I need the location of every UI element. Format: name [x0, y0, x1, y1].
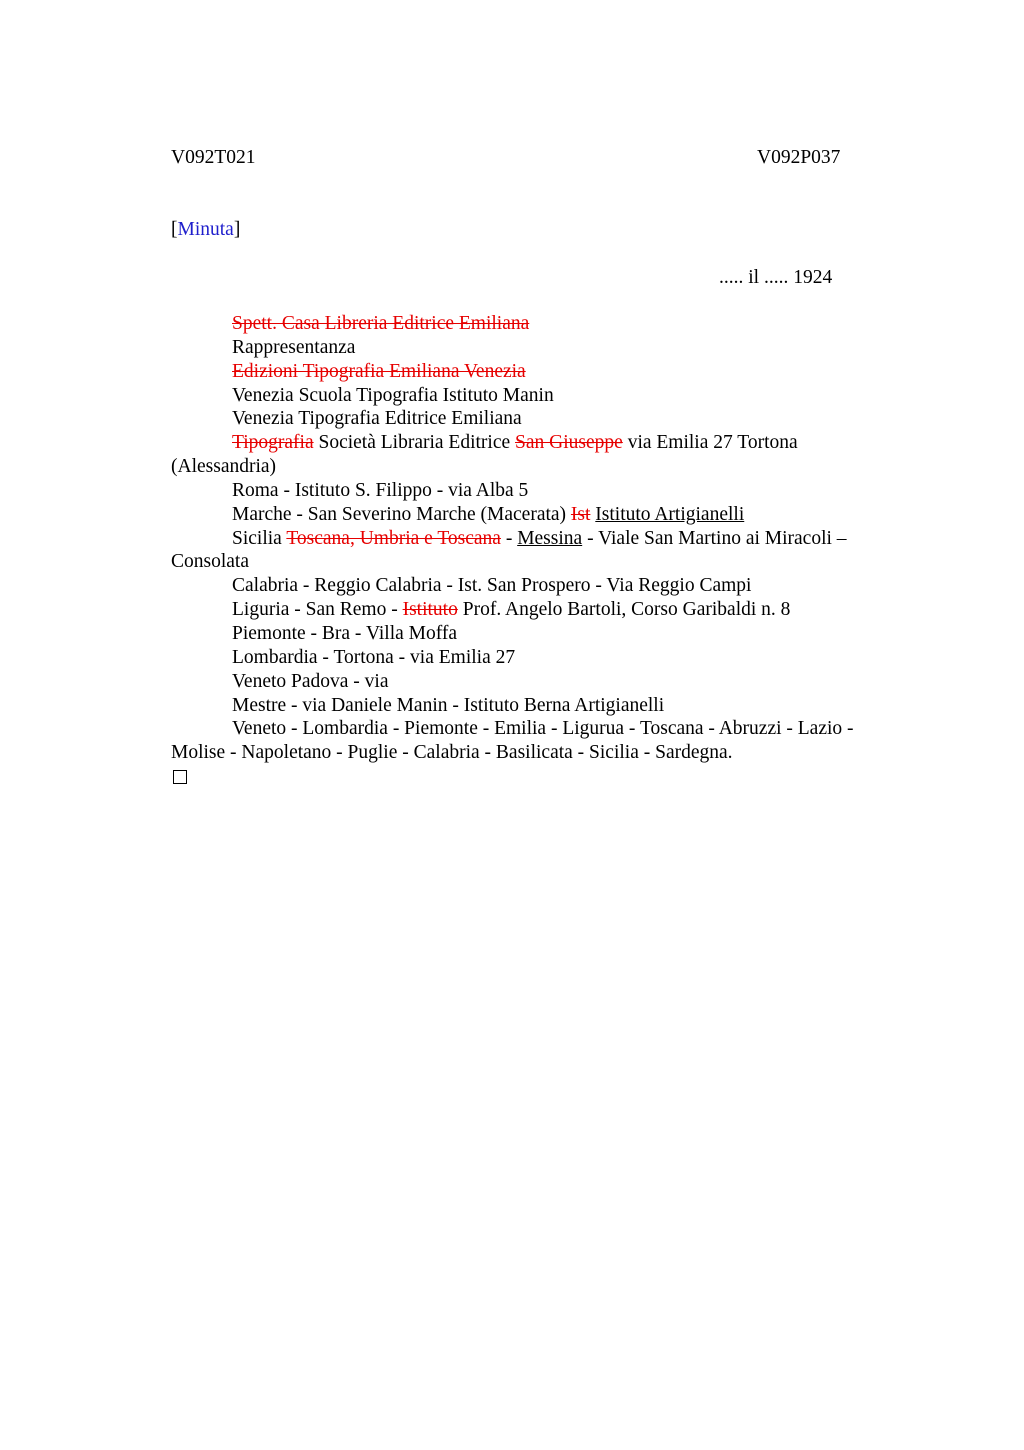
underlined-text: Istituto Artigianelli	[595, 503, 745, 525]
minuta-text: Minuta	[177, 219, 234, 240]
deleted-text: San Giuseppe	[515, 432, 623, 454]
document-code-left: V092T021	[171, 147, 256, 168]
deleted-text: Spett. Casa Libreria Editrice Emiliana	[232, 313, 530, 334]
deleted-text: Edizioni Tipografia Emiliana Venezia	[232, 360, 526, 382]
line-text: Prof. Angelo Bartoli, Corso Garibaldi n. 8	[457, 599, 791, 621]
deleted-text: Ist	[570, 503, 591, 525]
document-code-right: V092P037	[757, 147, 841, 168]
list-line: Veneto Padova - via	[232, 670, 389, 692]
deleted-text: Toscana, Umbria e Toscana	[286, 527, 501, 549]
list-line: Mestre - via Daniele Manin - Istituto Berna Artigianelli	[232, 694, 665, 716]
line-text: Sicilia	[232, 527, 287, 549]
list-line: Roma - Istituto S. Filippo - via Alba 5	[232, 479, 529, 501]
list-line: Lombardia - Tortona - via Emilia 27	[232, 646, 516, 668]
bracket-open: [	[171, 219, 178, 240]
deleted-text: Tipografia	[232, 432, 314, 454]
list-line	[171, 527, 901, 575]
underlined-text: Messina	[517, 527, 583, 549]
address-list	[171, 312, 901, 784]
list-line: Rappresentanza	[232, 336, 356, 358]
deleted-text: Istituto	[402, 599, 458, 621]
list-line	[171, 360, 901, 384]
list-line: Piemonte - Bra - Villa Moffa	[232, 622, 458, 644]
line-text: Liguria - San Remo -	[232, 599, 403, 621]
list-line	[171, 431, 901, 479]
date-line: ..... il ..... 1924	[719, 267, 833, 288]
list-line: Venezia Scuola Tipografia Istituto Manin	[232, 384, 554, 406]
bracket-close: ]	[233, 219, 241, 240]
list-line	[171, 312, 901, 336]
minuta-label	[171, 219, 240, 241]
line-text: - Viale San Martino ai Miracoli – Consolata	[171, 527, 847, 573]
list-line	[171, 598, 901, 622]
line-text: Marche - San Severino Marche (Macerata)	[232, 503, 571, 525]
list-line: Calabria - Reggio Calabria - Ist. San Prospero - Via Reggio Campi	[232, 575, 752, 597]
list-line: Venezia Tipografia Editrice Emiliana	[232, 408, 522, 430]
list-line	[171, 503, 901, 527]
line-text: -	[500, 527, 518, 549]
line-text: Società Libraria Editrice	[313, 432, 516, 454]
empty-square-icon	[173, 770, 187, 784]
line-text: via Emilia 27 Tortona (Alessandria)	[171, 432, 798, 478]
list-line: Veneto - Lombardia - Piemonte - Emilia - Ligurua - Toscana - Abruzzi - Lazio - Molise - Napoletano - Puglie - Calabria - Basilicata - Sicilia - Sardegna.	[171, 718, 854, 764]
